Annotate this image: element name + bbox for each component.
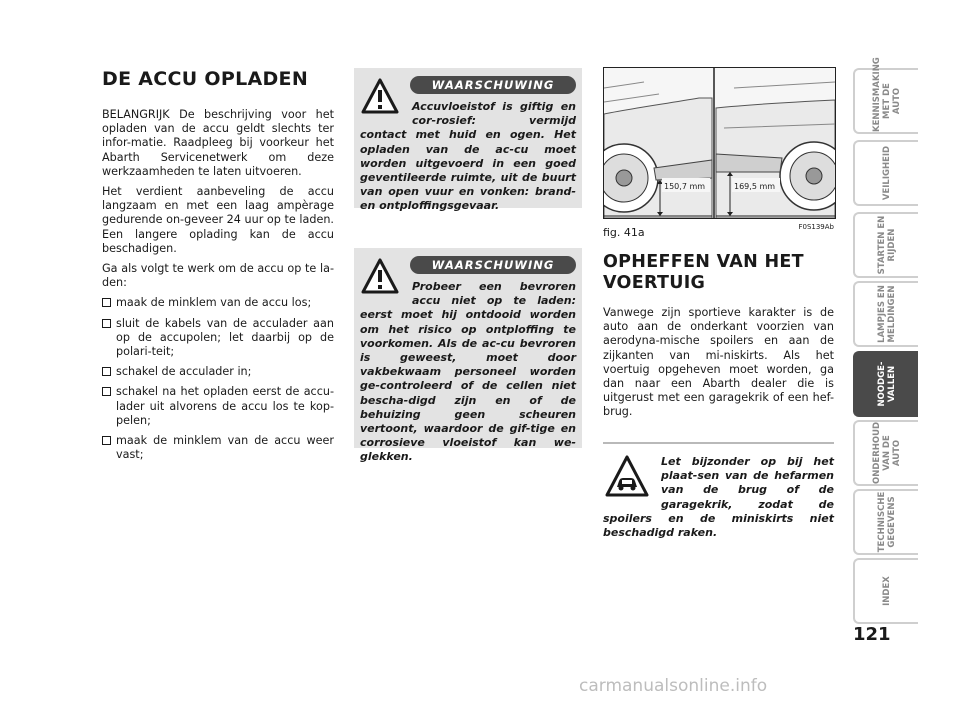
checkbox-bullet-icon (102, 319, 111, 328)
paragraph-procedure-intro: Ga als volgt te werk om de accu op te la-den: (102, 262, 334, 290)
list-item (102, 434, 334, 462)
dimension-right-label: 169,5 mm (734, 182, 776, 191)
left-column (102, 68, 334, 468)
car-underbody-illustration (604, 68, 835, 218)
tab-label: INDEX (881, 576, 892, 606)
paragraph-recommendation: Het verdient aanbeveling de accu langzaam en met een laag ampèrage gedurende on-geveer 24 uur op te laden. Een langere oplading kan de accu beschadigen. (102, 185, 334, 255)
list-item (102, 385, 334, 428)
figure-caption (603, 221, 834, 240)
watermark: carmanualsonline.info (579, 676, 768, 696)
warning-text: Accuvloeistof is giftig en cor-rosief: vermijd contact met huid en ogen. Het opladen van de ac-cu moet worden uitgevoerd in een goed geventileerde ruimte, uit de buurt van open vuur en vonken: brand- en ontploffingsgevaar. (360, 100, 576, 213)
figure-code: F0S139Ab (798, 223, 834, 231)
tab-label: NOODGE- VALLEN (876, 361, 897, 407)
tab-index[interactable] (853, 558, 918, 624)
step-text: schakel na het opladen eerst de accu-lader uit alvorens de accu los te kop-pelen; (116, 385, 334, 427)
warning-text: Probeer een bevroren accu niet op te laden: eerst moet hij ontdooid worden om het risico op ontploffing te voorkomen. Als de ac-cu bevroren is geweest, moet door vakbekwaam personeel worden ge-controleerd of de cellen niet bescha-digd zijn en of de behuizing geen scheuren vertoont, waardoor de gif-tige en corrosieve vloeistof kan we-glekken. (360, 280, 576, 464)
checkbox-bullet-icon (102, 436, 111, 445)
tab-noodgevallen[interactable] (853, 351, 918, 417)
tab-label: STARTEN EN RIJDEN (876, 215, 897, 275)
warning-box-frozen-battery (354, 248, 582, 464)
step-text: maak de minklem van de accu los; (116, 296, 312, 310)
checkbox-bullet-icon (102, 387, 111, 396)
warning-box-acid (354, 68, 582, 213)
dimension-left-label: 150,7 mm (664, 182, 706, 191)
tab-label: TECHNISCHE GEGEVENS (876, 491, 897, 553)
tab-lampjes-en-meldingen[interactable] (853, 281, 918, 347)
step-text: maak de minklem van de accu weer vast; (116, 434, 334, 462)
paragraph-lifting: Vanwege zijn sportieve karakter is de auto aan de onderkant voorzien van aerodyna-mische spoilers en aan de zijkanten van mi-niskirts. Als het voertuig opgeheven moet worden, ga dan naar een Abarth dealer die is uitgerust met een garagekrik of een hef-brug. (603, 306, 834, 419)
tab-label: LAMPJES EN MELDINGEN (876, 285, 897, 343)
checkbox-bullet-icon (102, 298, 111, 307)
figure-ground-clearance (603, 67, 836, 219)
tab-kennismaking[interactable] (853, 57, 918, 134)
procedure-steps (102, 296, 334, 462)
list-item (102, 317, 334, 360)
tab-onderhoud[interactable] (853, 420, 918, 486)
warning-label: WAARSCHUWING (410, 256, 576, 274)
checkbox-bullet-icon (102, 367, 111, 376)
tab-label: VEILIGHEID (881, 145, 892, 201)
figure-label: fig. 41a (603, 226, 645, 239)
step-text: schakel de acculader in; (116, 365, 252, 379)
tab-technische-gegevens[interactable] (853, 489, 918, 555)
divider (603, 442, 834, 444)
section-title-battery-charging: DE ACCU OPLADEN (102, 68, 309, 90)
tab-label: KENNISMAKING MET DE AUTO (871, 57, 902, 132)
caution-note: Let bijzonder op bij het plaat-sen van de hefarmen van de brug of de garagekrik, zodat de spoilers en de miniskirts niet beschadigd raken. (603, 455, 834, 540)
list-item (102, 365, 334, 379)
paragraph-important: BELANGRIJK De beschrijving voor het opladen van de accu geldt slechts ter infor-matie. Raadpleeg bij voorkeur het Abarth Servicenetwerk om deze werkzaamheden te laten uitvoeren. (102, 108, 334, 178)
step-text: sluit de kabels van de acculader aan op de accupolen; let daarbij op de polari-teit; (116, 316, 334, 359)
tab-label: ONDERHOUD VAN DE AUTO (871, 421, 902, 484)
tab-veiligheid[interactable] (853, 140, 918, 206)
section-title-lifting-vehicle: OPHEFFEN VAN HET VOERTUIG (603, 252, 804, 293)
page-number: 121 (853, 624, 891, 645)
list-item (102, 296, 334, 310)
warning-label: WAARSCHUWING (410, 76, 576, 94)
tab-starten-en-rijden[interactable] (853, 212, 918, 278)
